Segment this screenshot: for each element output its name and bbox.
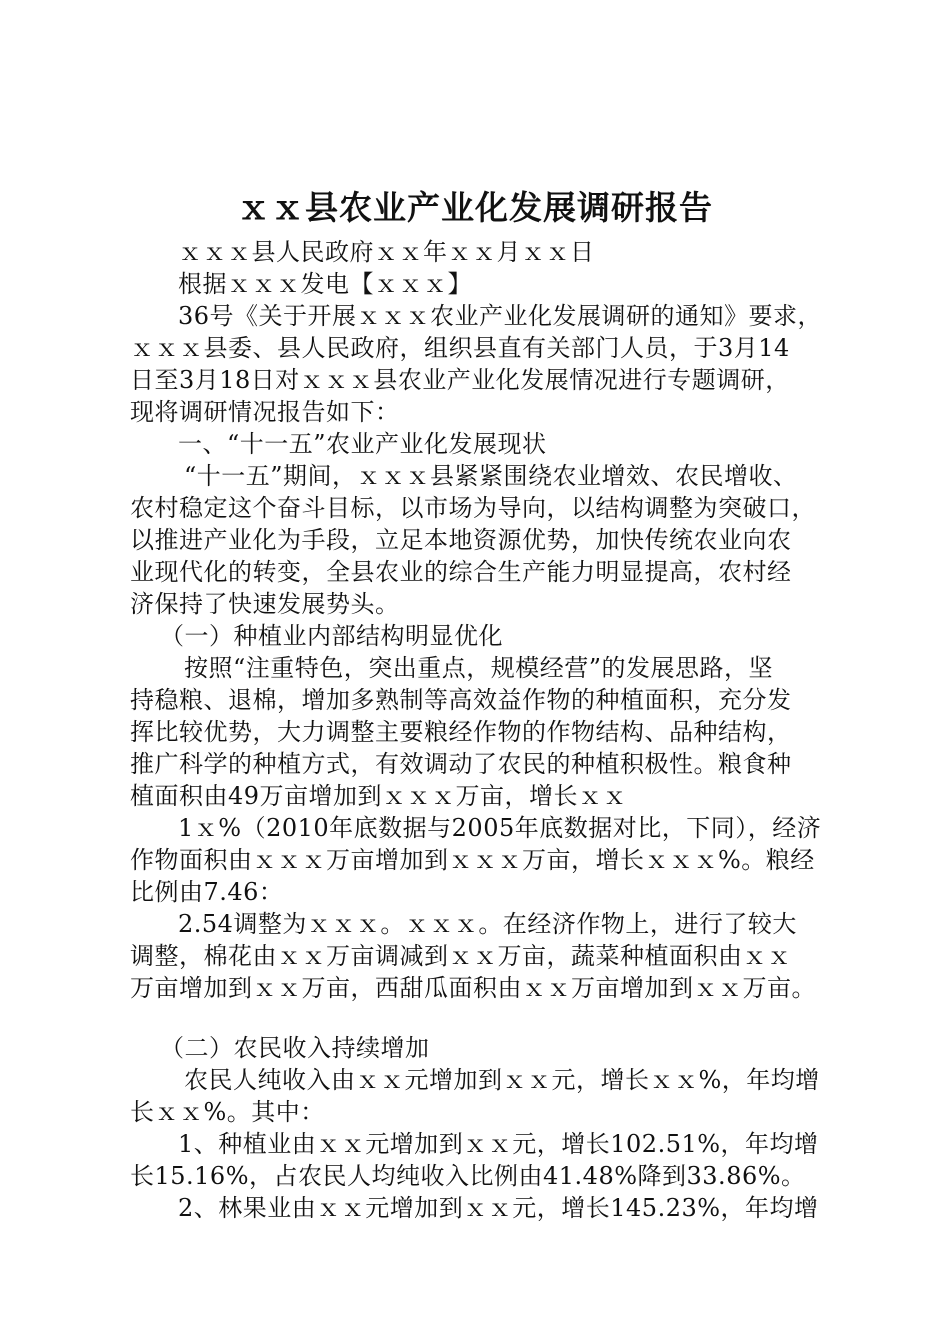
paragraph-line: 长15.16%，占农民人均纯收入比例由41.48%降到33.86%。: [130, 1162, 806, 1190]
date-line: ｘｘｘ县人民政府ｘｘ年ｘｘ月ｘｘ日: [178, 238, 595, 266]
paragraph-line: 作物面积由ｘｘｘ万亩增加到ｘｘｘ万亩，增长ｘｘｘ%。粮经: [130, 846, 815, 874]
paragraph-line: 2.54调整为ｘｘｘ。ｘｘｘ。在经济作物上，进行了较大: [178, 910, 797, 938]
paragraph-line: 济保持了快速发展势头。: [130, 590, 400, 618]
paragraph-line: 现将调研情况报告如下：: [130, 398, 400, 426]
paragraph-line: 2、林果业由ｘｘ元增加到ｘｘ元，增长145.23%，年均增: [178, 1194, 819, 1222]
subsection-heading: （二）农民收入持续增加: [160, 1034, 430, 1062]
paragraph-line: 植面积由49万亩增加到ｘｘｘ万亩，增长ｘｘ: [130, 782, 628, 810]
paragraph-line: 长ｘｘ%。其中：: [130, 1098, 325, 1126]
paragraph-line: “十一五”期间，ｘｘｘ县紧紧围绕农业增效、农民增收、: [184, 462, 798, 490]
paragraph-line: 推广科学的种植方式，有效调动了农民的种植积极性。粮食种: [130, 750, 792, 778]
paragraph-line: ｘｘｘ县委、县人民政府，组织县直有关部门人员，于3月14: [130, 334, 790, 362]
paragraph-line: 以推进产业化为手段，立足本地资源优势，加快传统农业向农: [130, 526, 792, 554]
paragraph-line: 1ｘ%（2010年底数据与2005年底数据对比，下同），经济: [178, 814, 822, 842]
paragraph-line: 万亩增加到ｘｘ万亩，西甜瓜面积由ｘｘ万亩增加到ｘｘ万亩。: [130, 974, 816, 1002]
paragraph-line: 持稳粮、退棉，增加多熟制等高效益作物的种植面积，充分发: [130, 686, 792, 714]
paragraph-line: 农民人纯收入由ｘｘ元增加到ｘｘ元，增长ｘｘ%，年均增: [184, 1066, 820, 1094]
paragraph-line: 调整，棉花由ｘｘ万亩调减到ｘｘ万亩，蔬菜种植面积由ｘｘ: [130, 942, 792, 970]
paragraph-line: 1、种植业由ｘｘ元增加到ｘｘ元，增长102.51%，年均增: [178, 1130, 819, 1158]
paragraph-line: 36号《关于开展ｘｘｘ农业产业化发展调研的通知》要求，: [178, 302, 823, 330]
paragraph-line: 日至3月18日对ｘｘｘ县农业产业化发展情况进行专题调研，: [130, 366, 790, 394]
paragraph-line: 农村稳定这个奋斗目标，以市场为导向，以结构调整为突破口，: [130, 494, 816, 522]
section-heading: 一、“十一五”农业产业化发展现状: [178, 430, 547, 458]
paragraph-line: 根据ｘｘｘ发电【ｘｘｘ】: [178, 270, 472, 298]
paragraph-line: 挥比较优势，大力调整主要粮经作物的作物结构、品种结构，: [130, 718, 792, 746]
subsection-heading: （一）种植业内部结构明显优化: [160, 622, 503, 650]
paragraph-line: 业现代化的转变，全县农业的综合生产能力明显提高，农村经: [130, 558, 792, 586]
document-title: ｘｘ县农业产业化发展调研报告: [237, 188, 713, 227]
paragraph-line: 比例由7.46：: [130, 878, 284, 906]
paragraph-line: 按照“注重特色，突出重点，规模经营”的发展思路，坚: [184, 654, 774, 682]
